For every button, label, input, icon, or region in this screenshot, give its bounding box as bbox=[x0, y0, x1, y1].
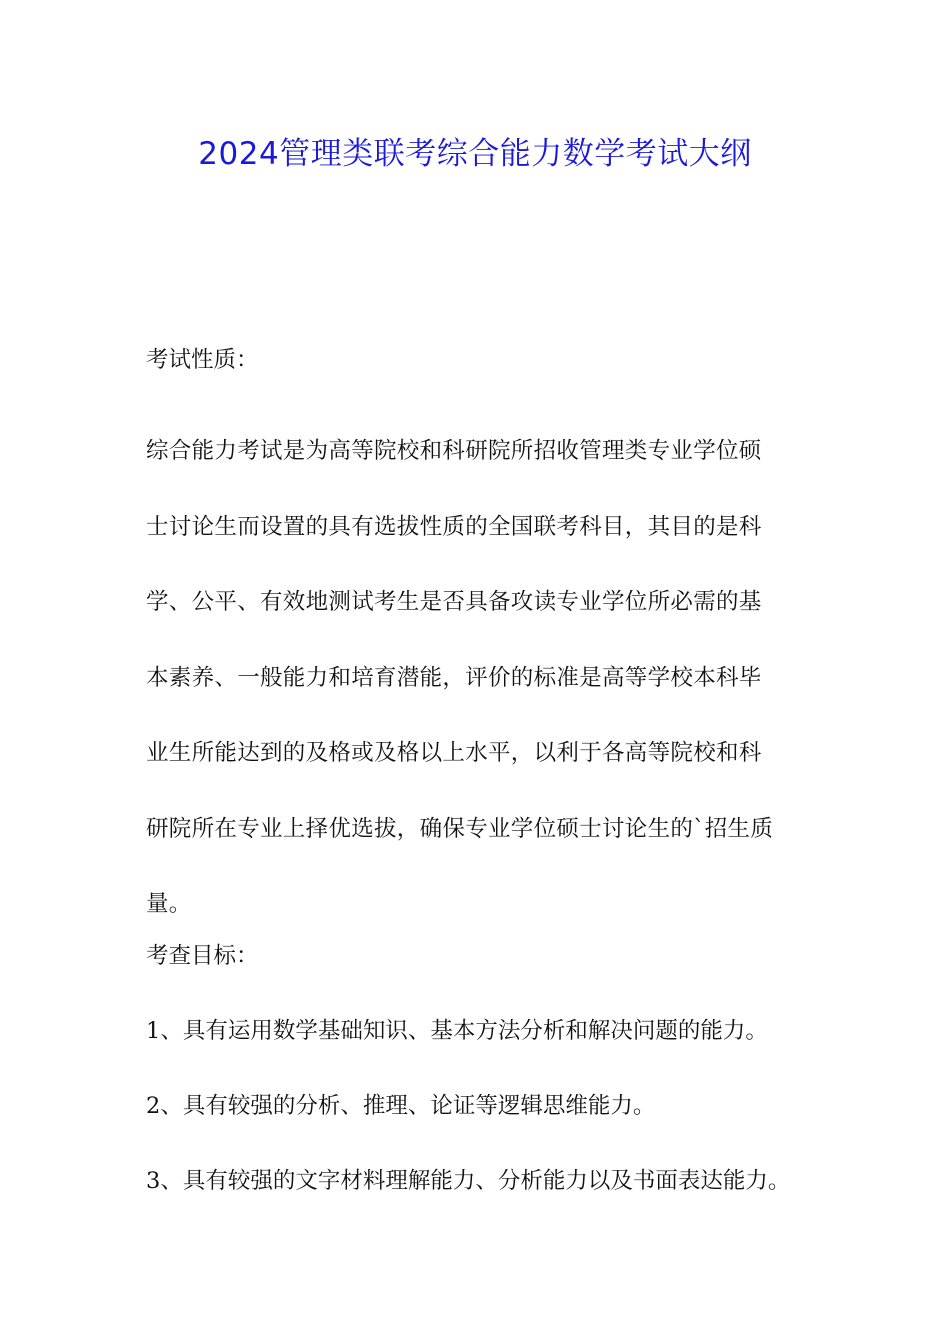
paragraph-line: 士讨论生而设置的具有选拔性质的全国联考科目，其目的是科 bbox=[146, 513, 762, 540]
paragraph-line: 业生所能达到的及格或及格以上水平，以利于各高等院校和科 bbox=[146, 740, 762, 766]
goal-item-2: 2、具有较强的分析、推理、论证等逻辑思维能力。 bbox=[146, 1093, 656, 1119]
paragraph-line: 研院所在专业上择优选拔，确保专业学位硕士讨论生的`招生质 bbox=[146, 815, 774, 842]
paragraph-line: 量。 bbox=[146, 891, 192, 917]
goal-item-1: 1、具有运用数学基础知识、基本方法分析和解决问题的能力。 bbox=[146, 1018, 768, 1044]
section-heading-exam-goals: 考查目标： bbox=[146, 943, 259, 969]
paragraph-line: 综合能力考试是为高等院校和科研院所招收管理类专业学位硕 bbox=[146, 438, 762, 464]
section-heading-exam-nature: 考试性质： bbox=[146, 347, 259, 373]
exam-nature-paragraph bbox=[146, 414, 836, 943]
paragraph-line: 学、公平、有效地测试考生是否具备攻读专业学位所必需的基 bbox=[146, 589, 762, 615]
document-title: 2024管理类联考综合能力数学考试大纲 bbox=[198, 136, 752, 172]
goal-item-3: 3、具有较强的文字材料理解能力、分析能力以及书面表达能力。 bbox=[146, 1168, 791, 1194]
paragraph-line: 本素养、一般能力和培育潜能，评价的标准是高等学校本科毕 bbox=[146, 664, 762, 691]
